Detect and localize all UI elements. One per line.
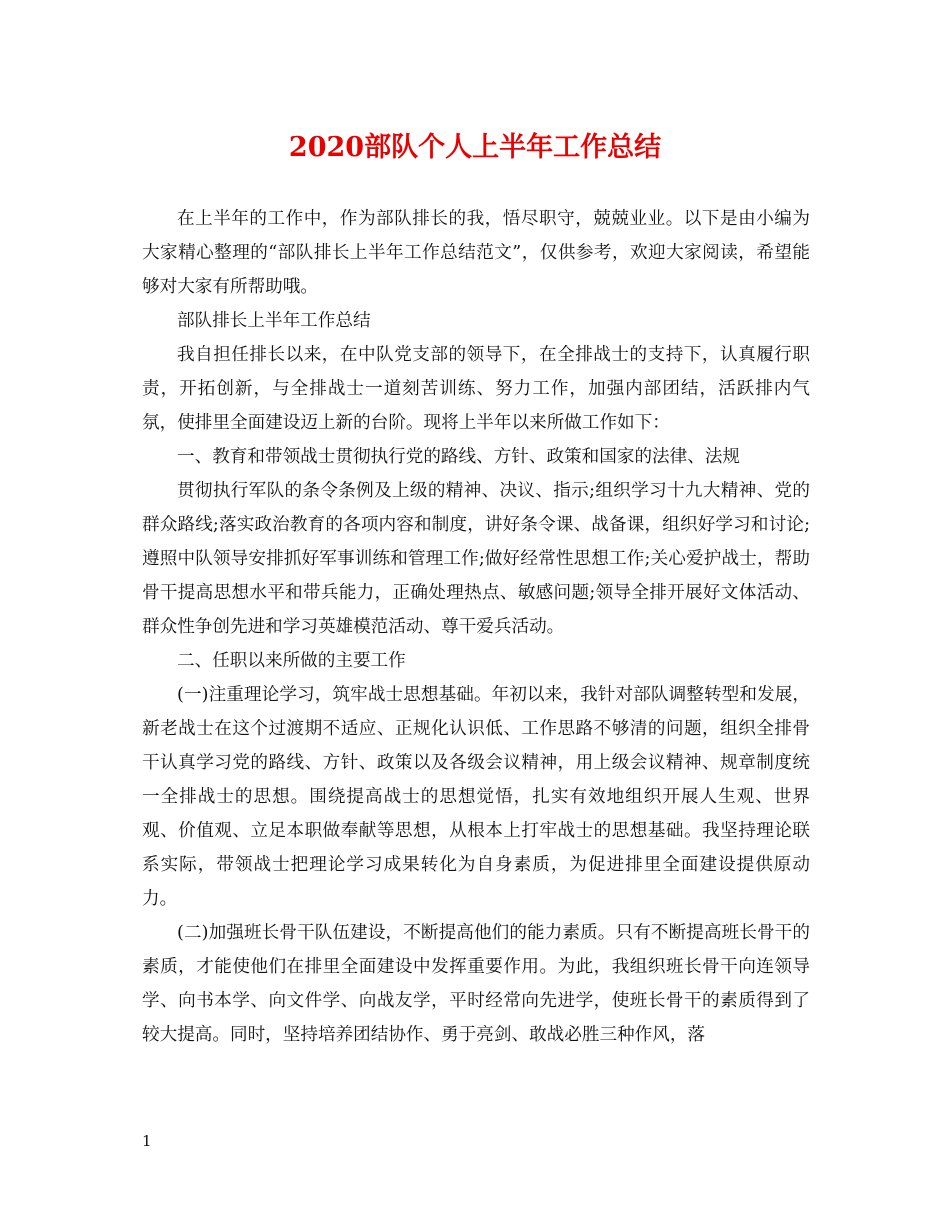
section-heading-two: 二、任职以来所做的主要工作: [177, 651, 406, 671]
page-number: 1: [142, 1132, 152, 1150]
body-paragraph: 贯彻执行军队的条令条例及上级的精神、决议、指示;组织学习十九大精神、党的群众路线;落实政治教育的各项内容和制度，讲好条令课、战备课，组织好学习和讨论;遵照中队领导安排抓好军事训练和管理工作;做好经常性思想工作;关心爱护战士，帮助骨干提高思想水平和带兵能力，正确处理热点、敏感问题;领导全排开展好文体活动、群众性争创先进和学习英雄模范活动、尊干爱兵活动。: [142, 481, 810, 637]
body-paragraph: (一)注重理论学习，筑牢战士思想基础。年初以来，我针对部队调整转型和发展，新老战士在这个过渡期不适应、正规化认识低、工作思路不够清的问题，组织全排骨干认真学习党的路线、方针、政策以及各级会议精神，用上级会议精神、规章制度统一全排战士的思想。围绕提高战士的思想觉悟，扎实有效地组织开展人生观、世界观、价值观、立足本职做奉献等思想，从根本上打牢战士的思想基础。我坚持理论联系实际，带领战士把理论学习成果转化为自身素质，为促进排里全面建设提供原动力。: [142, 685, 810, 909]
section-heading-one: 一、教育和带领战士贯彻执行党的路线、方针、政策和国家的法律、法规: [177, 447, 741, 467]
body-paragraph: (二)加强班长骨干队伍建设，不断提高他们的能力素质。只有不断提高班长骨干的素质，才能使他们在排里全面建设中发挥重要作用。为此，我组织班长骨干向连领导学、向书本学、向文件学、向战友学，平时经常向先进学，使班长骨干的素质得到了较大提高。同时，坚持培养团结协作、勇于亮剑、敢战必胜三种作风，落: [142, 923, 810, 1045]
body-paragraph: 我自担任排长以来，在中队党支部的领导下，在全排战士的支持下，认真履行职责，开拓创新，与全排战士一道刻苦训练、努力工作，加强内部团结，活跃排内气氛，使排里全面建设迈上新的台阶。现将上半年以来所做工作如下：: [142, 345, 810, 433]
document-title: 2020部队个人上半年工作总结: [288, 132, 662, 163]
document-body: [142, 202, 810, 1052]
intro-paragraph: 在上半年的工作中，作为部队排长的我，悟尽职守，兢兢业业。以下是由小编为大家精心整理的“部队排长上半年工作总结范文”，仅供参考，欢迎大家阅读，希望能够对大家有所帮助哦。: [142, 209, 810, 297]
section-subtitle: 部队排长上半年工作总结: [177, 311, 371, 331]
